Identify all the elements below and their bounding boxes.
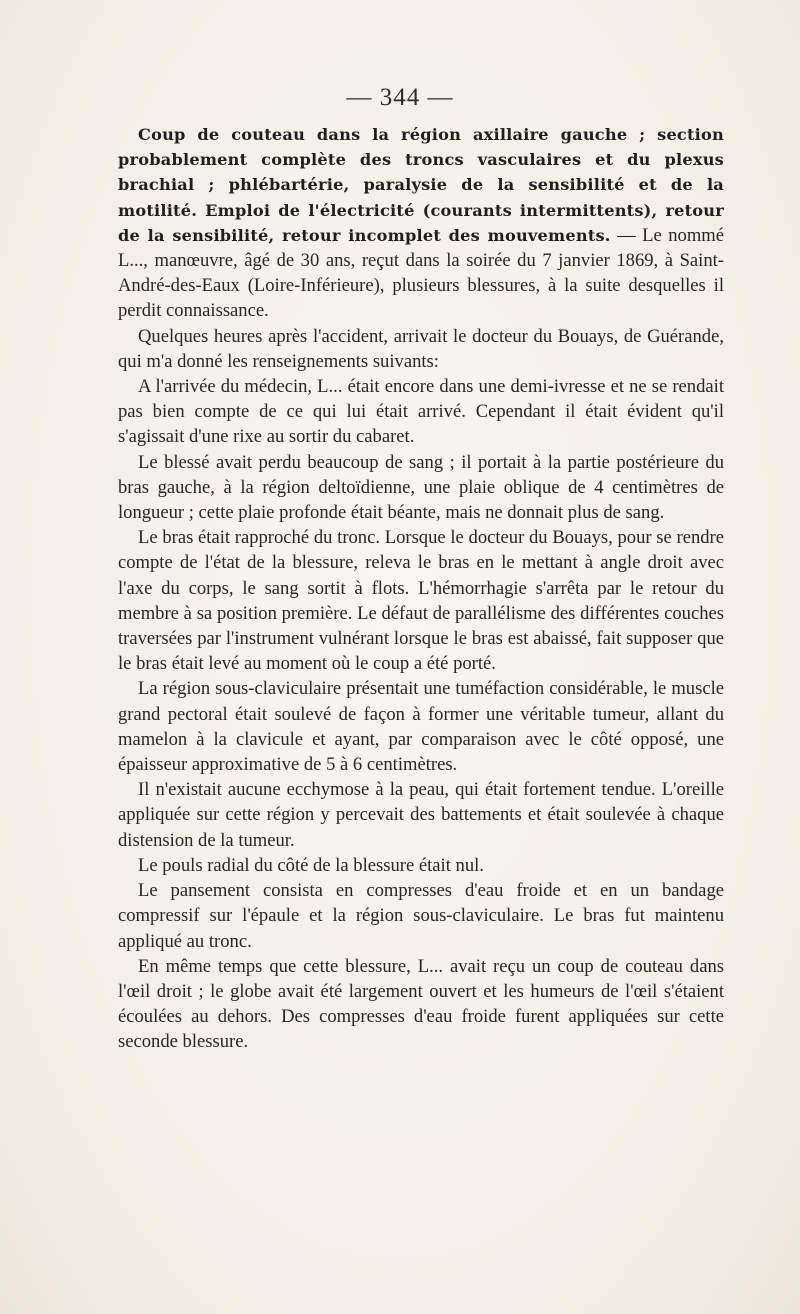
paragraph-7: Il n'existait aucune ecchymose à la peau, qui était fortement tendue. L'oreille appliquée sur cette région y percevait des battements et était soulevée à chaque distension de la tumeur. — [118, 779, 724, 851]
paragraph-10: En même temps que cette blessure, L... avait reçu un coup de couteau dans l'œil droit ; le globe avait été largement ouvert et les humeurs de l'œil s'étaient écoulées au dehors. Des compresses d'eau froide furent appliquées sur cette seconde blessure. — [118, 955, 724, 1053]
paragraph-1 — [118, 122, 724, 324]
paragraph-2: Quelques heures après l'accident, arrivait le docteur du Bouays, de Guérande, qui m'a donné les renseignements suivants: — [118, 325, 724, 372]
case-summary: Coup de couteau dans la région axillaire gauche ; section probablement complète des troncs vasculaires et du plexus brachial ; phlébartérie, paralysie de la sensibilité et de la motilité. Emploi de l'électricité (courants intermittents), retour de la sensibilité, retour incomplet des mouvements. — [118, 125, 724, 245]
paragraph-9: Le pansement consista en compresses d'eau froide et en un bandage compressif sur l'épaule et la région sous-claviculaire. Le bras fut maintenu appliqué au tronc. — [118, 880, 724, 952]
paragraph-4: Le blessé avait perdu beaucoup de sang ; il portait à la partie postérieure du bras gauche, à la région deltoïdienne, une plaie oblique de 4 centimètres de longueur ; cette plaie profonde était béante, mais ne donnait plus de sang. — [118, 451, 724, 524]
paragraph-3: A l'arrivée du médecin, L... était encore dans une demi-ivresse et ne se rendait pas bien compte de ce qui lui était arrivé. Cependant il était évident qu'il s'agissait d'une rixe au sortir du cabaret. — [118, 376, 724, 448]
paragraph-5: Le bras était rapproché du tronc. Lorsque le docteur du Bouays, pour se rendre compte de l'état de la blessure, releva le bras en le mettant à angle droit avec l'axe du corps, le sang sortit à flots. L'hémorrhagie s'arrêta par le retour du membre à sa position première. Le défaut de parallélisme des différentes couches traversées par l'instrument vulnérant lorsque le bras est abaissé, fait supposer que le bras était levé au moment où le coup a été porté. — [118, 527, 724, 675]
paragraph-6: La région sous-claviculaire présentait une tuméfaction considérable, le muscle grand pectoral était soulevé de façon à former une véritable tumeur, allant du mamelon à la clavicule et ayant, par comparaison avec le côté opposé, une épaisseur approximative de 5 à 6 centimètres. — [118, 678, 724, 776]
paragraph-8: Le pouls radial du côté de la blessure était nul. — [138, 854, 484, 876]
paragraph-1-text: — Le nommé L..., manœuvre, âgé de 30 ans, reçut dans la soirée du 7 janvier 1869, à Saint-André-des-Eaux (Loire-Inférieure), plusieurs blessures, à la suite desquelles il perdit connaissance. — [118, 224, 725, 322]
body-text — [118, 122, 724, 1055]
page-number: — 344 — — [346, 84, 454, 111]
